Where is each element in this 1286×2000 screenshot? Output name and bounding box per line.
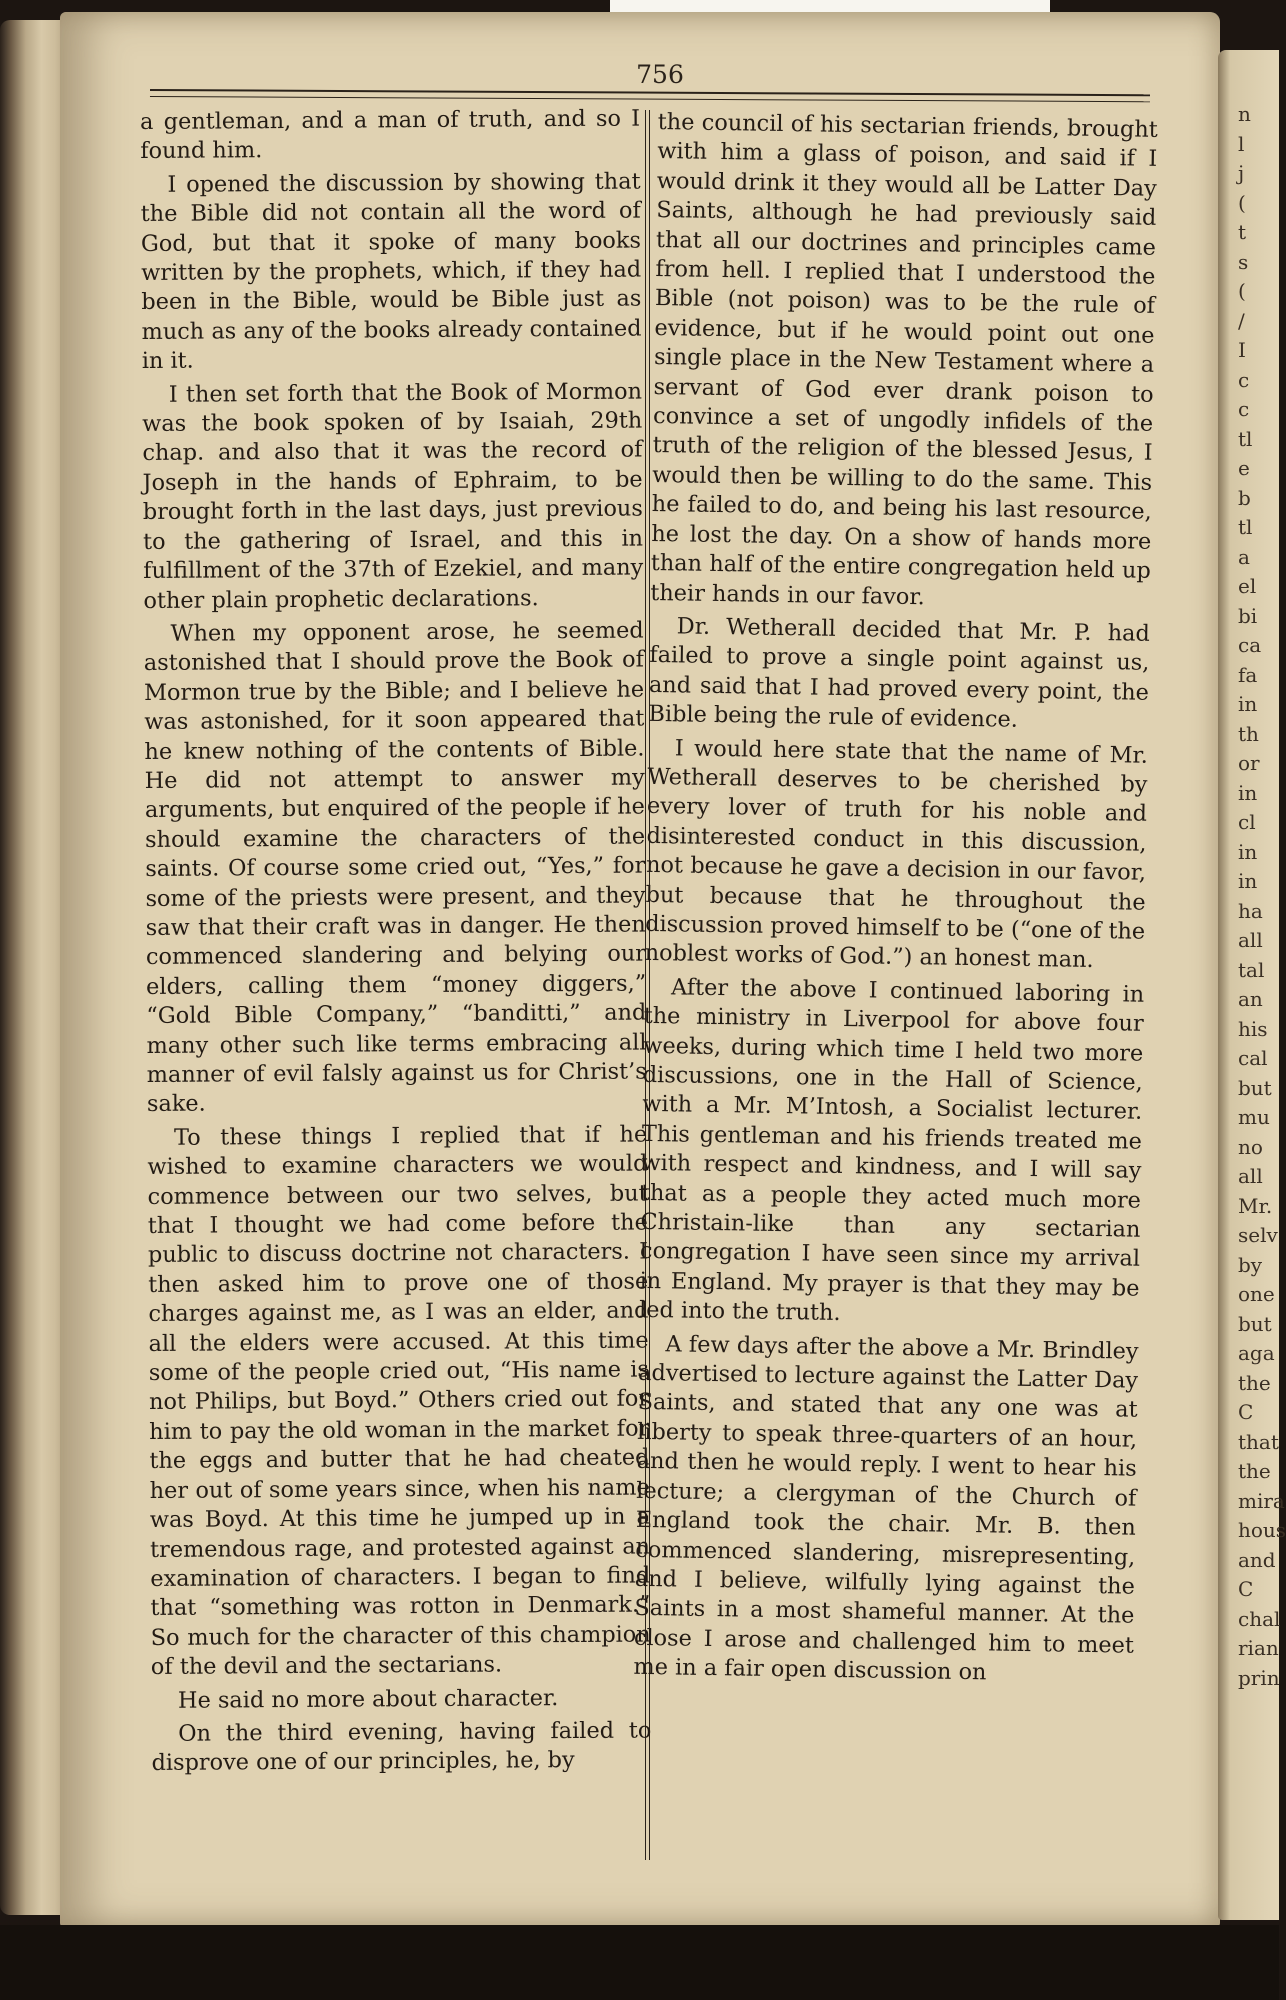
paragraph: I then set forth that the Book of Mormon was the book spoken of by Isaiah, 29th chap. and also that it was the record of Joseph in the hands of Ephraim, to be brought forth in the last days, just previous to the gathering of Israel, and this in fulfillment of the 37th of Ezekiel, and many other plain prophetic declarations.: [142, 378, 644, 614]
adjacent-page-fragment: selv: [1238, 1223, 1278, 1247]
adjacent-page-fragment: chal: [1238, 1606, 1281, 1631]
adjacent-page-fragment: a: [1238, 544, 1250, 569]
adjacent-page-fragment: hous: [1238, 1518, 1286, 1542]
adjacent-page-fragment: tl: [1238, 515, 1253, 539]
adjacent-page-fragment: bi: [1238, 603, 1258, 628]
adjacent-page-fragment: n: [1238, 102, 1251, 126]
adjacent-page-fragment: c: [1238, 397, 1250, 421]
adjacent-page-fragment: by: [1238, 1252, 1263, 1277]
paragraph: To these things I replied that if he wished to examine characters we would commence between our two selves, but that I thought we had come before the public to discuss doctrine not characters. I then asked him to prove one of those charges against me, as I was an elder, and all the elders were accused. At this time some of the people cried out, “His name is not Philips, but Boyd.” Others cried out for him to pay the old woman in the market for the eggs and butter that he had cheated her out of some years since, when his name was Boyd. At this time he jumped up in a tremendous rage, and protested against an examination of characters. I began to find that “something was rotton in Denmark.” So much for the character of this champion of the devil and the sectarians.: [147, 1121, 651, 1681]
adjacent-page-fragment: j: [1238, 161, 1245, 185]
paragraph: On the third evening, having failed to disprove one of our principles, he, by: [151, 1717, 652, 1777]
adjacent-page-fragment: the: [1238, 1370, 1271, 1395]
paragraph: A few days after the above a Mr. Brindley advertised to lecture against the Latter Day Saints, and stated that any one was at liberty to speak three-quarters of an hour, and then he would reply. I went to hear his lecture; a clergyman of the Church of England took the chair. Mr. B. then commenced slandering, misrepresenting, and I believe, wilfully lying against the Saints in a most shameful manner. At the close I arose and challenged him to meet me in a fair open discussion on: [633, 1330, 1139, 1686]
right-column: [633, 108, 1158, 1694]
adjacent-page-fragment: l: [1238, 131, 1245, 156]
adjacent-page-fragment: cl: [1238, 810, 1256, 834]
adjacent-page-fragment: all: [1238, 1164, 1263, 1188]
adjacent-page-fragment: in: [1238, 780, 1258, 805]
left-column: [140, 105, 652, 1783]
paragraph: I would here state that the name of Mr. Wetherall deserves to be cherished by every lover of truth for his noble and disinterested conduct in this discussion, not because he gave a decision in our favor, but because that he throughout the discussion proved himself to be (“one of the noblest works of God.”) an honest man.: [644, 734, 1149, 974]
adjacent-page-fragment: aga: [1238, 1341, 1275, 1365]
adjacent-page-fragment: C: [1238, 1577, 1254, 1601]
adjacent-page-fragment: (: [1238, 190, 1246, 215]
bottom-shadow: [0, 1925, 1279, 2000]
adjacent-page-fragment: (: [1238, 279, 1246, 303]
adjacent-page-fragment: mira: [1238, 1488, 1285, 1513]
adjacent-page-fragment: his: [1238, 1016, 1268, 1041]
adjacent-page-fragment: all: [1238, 928, 1263, 952]
paragraph: He said no more about character.: [177, 1684, 559, 1714]
adjacent-page-fragment: no: [1238, 1134, 1263, 1159]
adjacent-page-fragment: t: [1238, 220, 1247, 244]
adjacent-page-fragment: the: [1238, 1459, 1271, 1483]
adjacent-page-fragment: s: [1238, 249, 1249, 274]
adjacent-page-fragment: but: [1238, 1311, 1272, 1336]
adjacent-page-fragment: e: [1238, 456, 1250, 480]
paragraph: After the above I continued laboring in the ministry in Liverpool for above four weeks, during which time I held two more discussions, one in the Hall of Science, with a Mr. M’Intosh, a Socialist lecturer. This gentleman and his friends treated me with respect and kindness, and I will say that as a people they acted much more Christain-like than any sectarian congregation I have seen since my arrival in England. My prayer is that they may be led into the truth.: [638, 974, 1145, 1327]
adjacent-page-fragment: rian: [1238, 1636, 1279, 1660]
adjacent-page-fragment: in: [1238, 839, 1258, 864]
adjacent-page-fragment: but: [1238, 1075, 1272, 1100]
adjacent-page-fragment: C: [1238, 1400, 1254, 1424]
adjacent-page-fragment: Mr.: [1238, 1193, 1273, 1218]
adjacent-page-fragment: I: [1238, 338, 1246, 362]
paragraph: I opened the discussion by showing that the Bible did not contain all the word of God, but that it spoke of many books written by the prophets, which, if they had been in the Bible, would be Bible just as much as any of the books already contained in it.: [140, 168, 642, 375]
adjacent-page-fragment: mu: [1238, 1105, 1270, 1129]
adjacent-page-fragment: an: [1238, 987, 1263, 1011]
adjacent-page-fragment: prin: [1238, 1665, 1280, 1690]
adjacent-page-fragment: c: [1238, 367, 1250, 392]
adjacent-page-fragment: /: [1238, 308, 1245, 333]
adjacent-page-fragment: one: [1238, 1282, 1275, 1306]
adjacent-page-fragment: tal: [1238, 957, 1265, 982]
paragraph: a gentleman, and a man of truth, and so I found him.: [140, 105, 641, 165]
adjacent-page-fragment: cal: [1238, 1046, 1268, 1070]
adjacent-page-fragment: and: [1238, 1547, 1276, 1572]
adjacent-page-fragment: tl: [1238, 426, 1253, 451]
paragraph: Dr. Wetherall decided that Mr. P. had failed to prove a single point against us, and said that I had proved every point, the Bible being the rule of evidence.: [648, 613, 1151, 733]
adjacent-page-fragment: b: [1238, 485, 1251, 510]
paragraph: the council of his sectarian friends, brought with him a glass of poison, and said if I would drink it they would all be Latter Day Saints, although he had previously said that all our doctrines and principles came from hell. I replied that I understood the Bible (not poison) was to be the rule of evidence, but if he would point out one single place in the New Testament where a servant of God ever drank poison to convince a set of ungodly infidels of the truth of the religion of the blessed Jesus, I would then be willing to do the same. This he failed to do, and being his last resource, he lost the day. On a show of hands more than half of the entire congregation held up their hands in our favor.: [650, 108, 1158, 610]
adjacent-page-fragment: th: [1238, 721, 1259, 746]
adjacent-page-fragment: in: [1238, 692, 1258, 716]
adjacent-page-fragment: ca: [1238, 633, 1262, 657]
adjacent-page-fragment: or: [1238, 751, 1260, 775]
adjacent-page-fragment: in: [1238, 869, 1258, 893]
adjacent-page-text: [1238, 100, 1286, 1693]
adjacent-page-fragment: fa: [1238, 662, 1258, 687]
adjacent-page-fragment: el: [1238, 574, 1257, 598]
paragraph: When my opponent arose, he seemed astonished that I should prove the Book of Mormon true by the Bible; and I believe he was astonished, for it soon appeared that he knew nothing of the contents of Bible. He did not attempt to answer my arguments, but enquired of the people if he should examine the characters of the saints. Of course some cried out, “Yes,” for some of the priests were present, and they saw that their craft was in danger. He then commenced slandering and belying our elders, calling them “money diggers,” “Gold Bible Company,” “banditti,” and many other such like terms embracing all manner of evil falsly against us for Christ’s sake.: [143, 617, 647, 1118]
adjacent-page-fragment: ha: [1238, 898, 1263, 923]
adjacent-page-fragment: that: [1238, 1429, 1279, 1454]
page-number: 756: [636, 60, 684, 89]
